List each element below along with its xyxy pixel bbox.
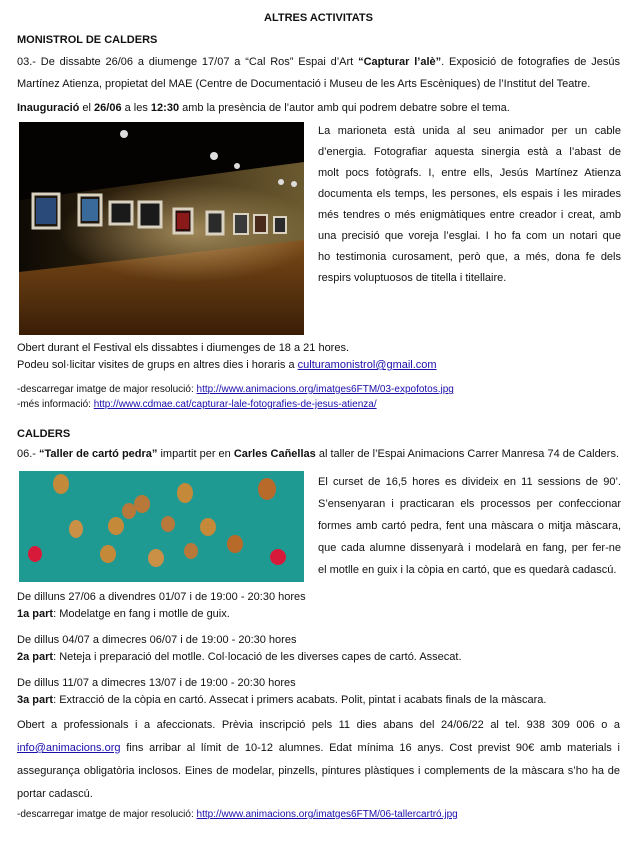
section-heading-monistrol: MONISTROL DE CALDERS [17, 34, 158, 46]
s2-desc-line: formes amb cartó pedra, fent una màscara o mitja màscara, [318, 520, 621, 532]
s2-para2 [17, 737, 620, 759]
s2-para4: portar cadascú. [17, 788, 93, 800]
s2-download [17, 809, 458, 820]
s2-description [318, 471, 621, 581]
s1-desc-line: molt pocs fotògrafs. I, entre ells, Jesús Martínez Atienza [318, 167, 621, 179]
download-link-tallercartro[interactable]: http://www.animacions.org/imatges6FTM/06-tallercartró.jpg [196, 809, 458, 820]
part3 [17, 691, 620, 709]
email-link-animacions[interactable]: info@animacions.org [17, 742, 121, 754]
download-link-expofotos[interactable]: http://www.animacions.org/imatges6FTM/03-expofotos.jpg [196, 384, 454, 395]
s1-desc-line: La marioneta està unida al seu animador per un cable [318, 125, 621, 137]
s1-more-info [17, 399, 377, 410]
exhibition-title: “Capturar l’alè” [358, 56, 442, 68]
inauguration-date: 26/06 [94, 102, 122, 114]
s2-desc-line: El curset de 16,5 hores es divideix en 11 sessions de 90’. [318, 476, 621, 488]
part1-label: 1a part [17, 608, 54, 620]
s2-line1 [17, 444, 620, 465]
s1-groups-text: Podeu sol·licitar visites de grups en altres dies i horaris a [17, 359, 298, 371]
part3-dates: De dillus 11/07 a dimecres 13/07 i de 19:00 - 20:30 hores [17, 677, 296, 689]
workshop-title: “Taller de cartó pedra” [39, 448, 158, 460]
s1-desc-line: ho testimonia curosament, però que, a més, dona fe dels [318, 251, 621, 263]
download-label: -descarregar imatge de major resolució: [17, 809, 197, 820]
inauguration-label: Inauguració [17, 102, 80, 114]
s1-desc-line: documenta els temps, les persones, els espais i les mirades [318, 188, 621, 200]
s1-inauguration [17, 98, 620, 119]
part1 [17, 605, 620, 623]
s2-line1-a: 06.- [17, 448, 40, 460]
s1-description [318, 121, 621, 289]
section-heading-calders: CALDERS [17, 428, 71, 440]
s2-line1-e: al taller de l’Espai Animacions Carrer Manresa 74 de Calders. [315, 448, 620, 460]
inaug-text-d: a les [121, 102, 151, 114]
instructor-name: Carles Cañellas [233, 448, 316, 460]
email-link-culturamonistrol[interactable]: culturamonistrol@gmail.com [297, 359, 437, 371]
gallery-photo-svg [19, 122, 304, 335]
part1-dates: De dilluns 27/06 a divendres 01/07 i de 19:00 - 20:30 hores [17, 591, 306, 603]
masks-photo-svg [19, 471, 304, 582]
s1-groups [17, 357, 620, 374]
s1-download [17, 384, 454, 395]
s1-desc-line: d’energia. Fotografiar aquesta sinergia està a l’abast de [318, 146, 621, 158]
more-info-label: -més informació: [17, 399, 94, 410]
s1-line1 [17, 52, 620, 73]
inaug-text-f: amb la presència de l’autor amb qui podrem debatre sobre el tema. [179, 102, 510, 114]
s1-desc-line: respirs voluptuosos de titella i titellaire. [318, 272, 507, 284]
s1-line2: Martínez Atienza, propietat del MAE (Centre de Documentació i Museu de les Arts Escèniques) de l’Institut del Teatre. [17, 78, 591, 90]
gallery-photo [19, 122, 304, 335]
s2-para2-rest: fins arribar al límit de 10-12 alumnes. Edat mínima 16 anys. Cost previst 90€ amb materials i [120, 742, 620, 754]
s1-line1-c: . Exposició de fotografies de Jesús [441, 56, 620, 68]
s1-desc-line: més tendres o més enigmàtiques entre creador i creat, amb [318, 209, 621, 221]
part1-text: : Modelatge en fang i motlle de guix. [53, 608, 230, 620]
s1-opening-hours: Obert durant el Festival els dissabtes i diumenges de 18 a 21 hores. [17, 342, 350, 354]
s2-para1: Obert a professionals i a afeccionats. Prèvia inscripció pels 11 dies abans del 24/06/22 al tel. 938 309 006 o a [17, 719, 620, 731]
part2-text: : Neteja i preparació del motlle. Col·locació de les diverses capes de cartó. Assecat. [53, 651, 462, 663]
download-label: -descarregar imatge de major resolució: [17, 384, 197, 395]
page-title: ALTRES ACTIVITATS [264, 12, 373, 24]
masks-photo [19, 471, 304, 582]
part2-dates: De dillus 04/07 a dimecres 06/07 i de 19:00 - 20:30 hores [17, 634, 297, 646]
more-info-link[interactable]: http://www.cdmae.cat/capturar-lale-fotografies-de-jesus-atienza/ [93, 399, 377, 410]
s2-desc-line: el motlle en guix i la còpia en cartó, que es quedarà cadascú. [318, 564, 617, 576]
inaug-text-b: el [79, 102, 95, 114]
part3-text: : Extracció de la còpia en cartó. Assecat i primers acabats. Polit, pintat i acabats finals de la màscara. [53, 694, 547, 706]
s1-line1-a: 03.- De dissabte 26/06 a diumenge 17/07 a “Cal Ros” Espai d’Art [17, 56, 359, 68]
s2-line1-c: impartit per en [157, 448, 234, 460]
s2-desc-line: S’ensenyaran i practicaran els processos per confeccionar [318, 498, 621, 510]
part2-label: 2a part [17, 651, 54, 663]
inauguration-time: 12:30 [150, 102, 180, 114]
s2-para3: assegurança obligatòria inclosos. Eines de modelar, pinzells, pintures plàstiques i complements de la màscara s’ho ha de [17, 765, 620, 777]
part2 [17, 648, 620, 666]
s2-desc-line: que cada alumne dissenyarà i modelarà en fang, per fer-ne [318, 542, 621, 554]
part3-label: 3a part [17, 694, 54, 706]
s1-desc-line: una precisió que voreja l’esglai. I ho fa com un notari que [318, 230, 621, 242]
